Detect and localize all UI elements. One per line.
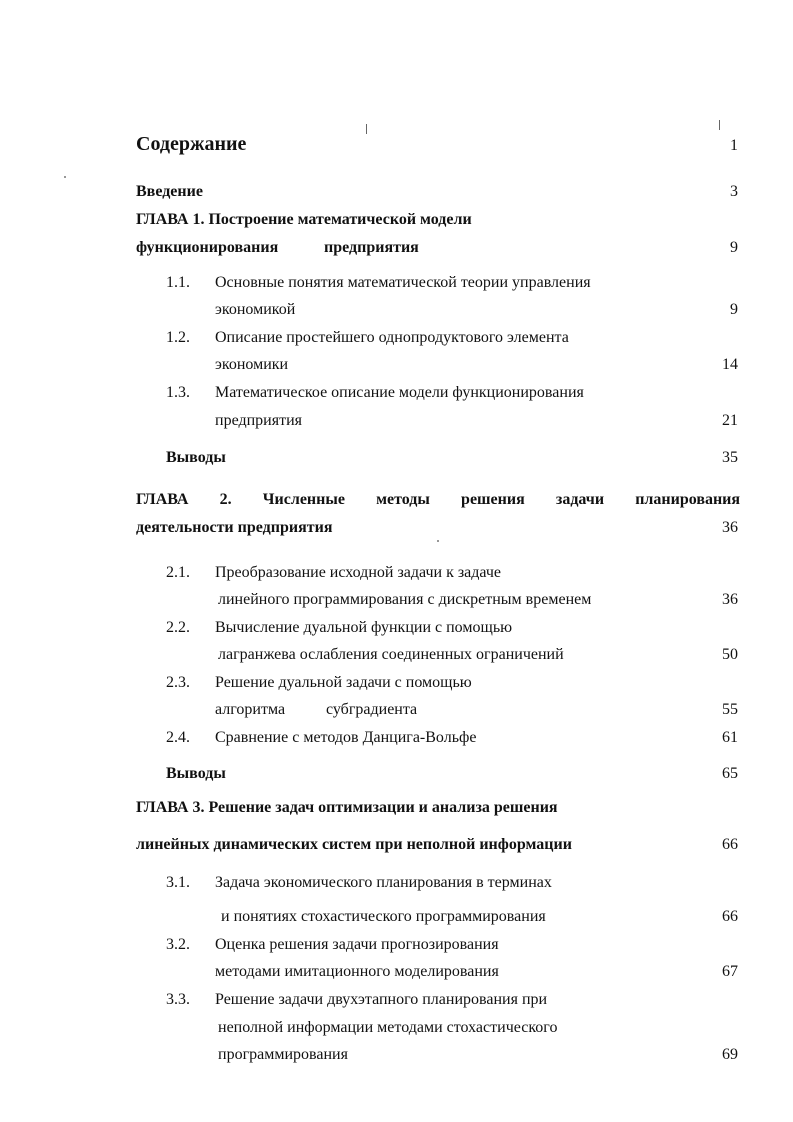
toc-ch1-s1-page: 9 (730, 301, 738, 318)
toc-ch1-s2-line2: экономики (215, 356, 289, 373)
toc-ch1-conclusions-page: 35 (722, 449, 738, 466)
scan-mark (366, 124, 367, 134)
toc-intro-label: Введение (136, 183, 203, 200)
toc-ch1-heading-line1: ГЛАВА 1. Построение математической модели (136, 211, 472, 228)
toc-ch2-s3-line1: Решение дуальной задачи с помощью (215, 674, 472, 691)
toc-ch1-s1-line2: экономикой (215, 301, 296, 318)
toc-ch3-s1-line2: и понятиях стохастического программирования (221, 908, 546, 925)
scan-mark (719, 120, 720, 130)
toc-ch3-s2-line2: методами имитационного моделирования (215, 963, 499, 980)
toc-ch2-s2-line2: лагранжева ослабления соединенных ограничений (218, 646, 564, 663)
toc-ch1-s3-line2: предприятия (215, 412, 302, 429)
toc-ch3-s2-number: 3.2. (166, 936, 190, 953)
toc-ch3-page: 66 (722, 836, 738, 853)
toc-ch2-heading-line1: ГЛАВА 2. Численные методы решения задачи планирования (136, 491, 741, 508)
toc-ch1-s1-number: 1.1. (166, 274, 190, 291)
toc-ch2-s1-number: 2.1. (166, 564, 190, 581)
toc-ch2-s2-page: 50 (722, 646, 738, 663)
toc-ch2-heading-line2: деятельности предприятия (136, 519, 333, 536)
toc-ch2-s3-number: 2.3. (166, 674, 190, 691)
toc-ch2-s1-page: 36 (722, 591, 738, 608)
toc-ch3-s3-number: 3.3. (166, 991, 190, 1008)
toc-ch1-s2-page: 14 (722, 356, 738, 373)
scan-speck (437, 540, 439, 542)
toc-ch2-conclusions: Выводы (166, 765, 226, 782)
toc-title-page: 1 (730, 137, 738, 154)
toc-ch1-s3-line1: Математическое описание модели функционирования (215, 384, 584, 401)
toc-ch2-s3-page: 55 (722, 701, 738, 718)
toc-intro-page: 3 (730, 183, 738, 200)
toc-ch1-conclusions: Выводы (166, 449, 226, 466)
toc-ch3-heading-line1: ГЛАВА 3. Решение задач оптимизации и анализа решения (136, 799, 558, 816)
toc-ch3-s2-page: 67 (722, 963, 738, 980)
toc-ch1-s3-number: 1.3. (166, 384, 190, 401)
toc-ch1-s3-page: 21 (722, 412, 738, 429)
toc-ch1-s1-line1: Основные понятия математической теории управления (215, 274, 591, 291)
scan-speck (64, 176, 66, 178)
toc-ch3-s1-number: 3.1. (166, 874, 190, 891)
toc-ch2-s1-line1: Преобразование исходной задачи к задаче (215, 564, 502, 581)
toc-ch1-s2-line1: Описание простейшего однопродуктового элемента (215, 329, 569, 346)
toc-ch3-s3-line3: программирования (218, 1046, 348, 1063)
toc-ch2-s2-number: 2.2. (166, 619, 190, 636)
toc-ch3-s3-line1: Решение задачи двухэтапного планирования при (215, 991, 548, 1008)
toc-ch2-s4-page: 61 (722, 729, 738, 746)
toc-ch2-s3-line2a: алгоритма (215, 701, 286, 718)
toc-ch2-s4-number: 2.4. (166, 729, 190, 746)
toc-ch3-s1-page: 66 (722, 908, 738, 925)
toc-ch1-heading-line2a: функционирования (136, 239, 279, 256)
toc-title: Содержание (136, 133, 247, 155)
toc-ch3-s3-page: 69 (722, 1046, 738, 1063)
toc-ch2-s2-line1: Вычисление дуальной функции с помощью (215, 619, 513, 636)
toc-ch2-conclusions-page: 65 (722, 765, 738, 782)
toc-ch3-s1-line1: Задача экономического планирования в терминах (215, 874, 552, 891)
toc-ch1-heading-line2b: предприятия (324, 239, 419, 256)
toc-ch1-page: 9 (730, 239, 738, 256)
toc-ch3-s3-line2: неполной информации методами стохастического (218, 1019, 558, 1036)
toc-ch1-s2-number: 1.2. (166, 329, 190, 346)
toc-ch2-s3-line2b: субградиента (326, 701, 418, 718)
toc-ch2-s1-line2: линейного программирования с дискретным временем (218, 591, 592, 608)
toc-ch3-s2-line1: Оценка решения задачи прогнозирования (215, 936, 499, 953)
toc-ch2-s4-line1: Сравнение с методов Данцига-Вольфе (215, 729, 477, 746)
toc-ch2-page: 36 (722, 519, 738, 536)
toc-ch3-heading-line2: линейных динамических систем при неполной информации (136, 836, 572, 853)
